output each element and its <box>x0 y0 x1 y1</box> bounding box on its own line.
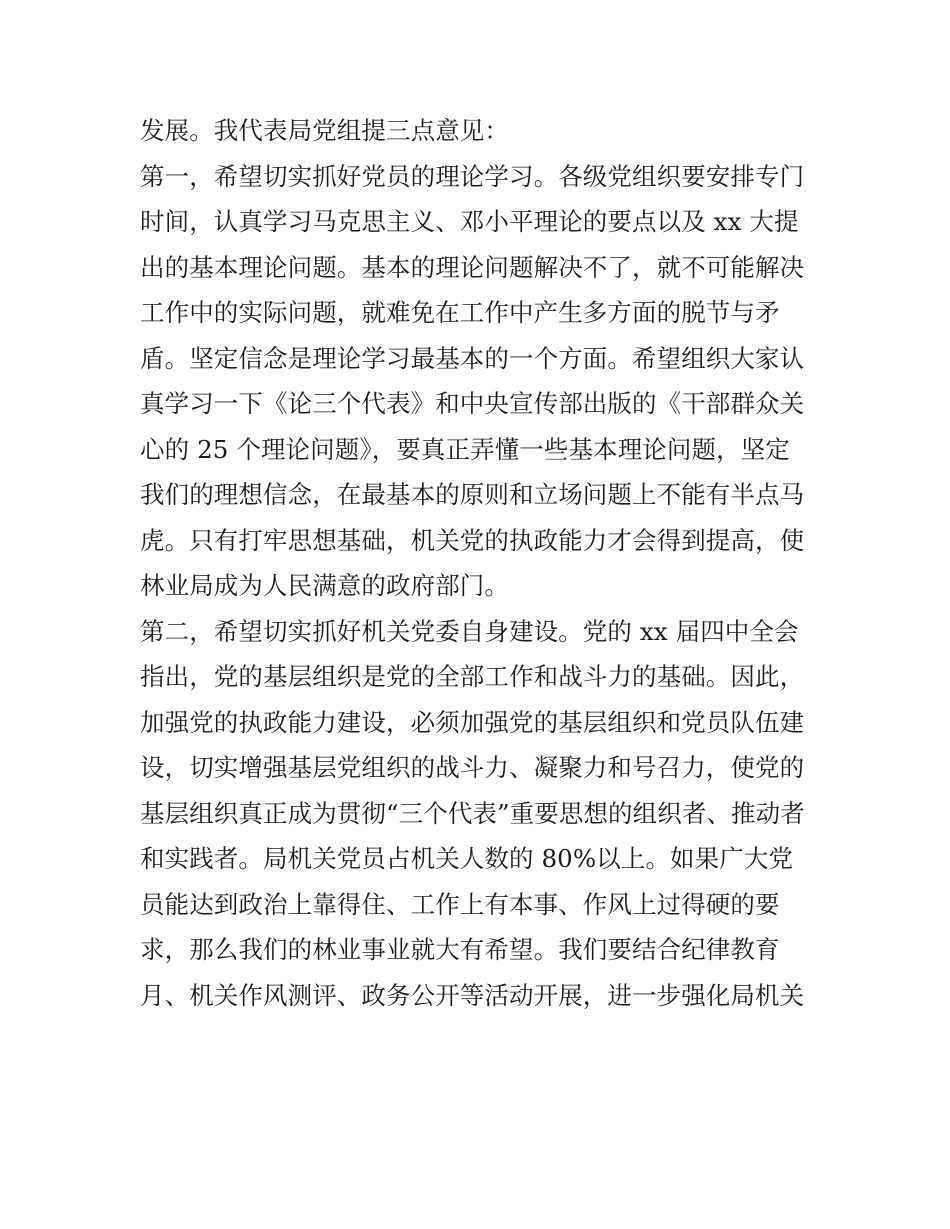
text-line: 发展。我代表局党组提三点意见： <box>140 116 509 145</box>
text-line: 出的基本理论问题。基本的理论问题解决不了，就不可能解决 <box>140 252 805 282</box>
text-line: 盾。坚定信念是理论学习最基本的一个方面。希望组织大家认 <box>140 343 805 373</box>
text-line: 林业局成为人民满意的政府部门。 <box>140 571 509 600</box>
text-line: 员能达到政治上靠得住、工作上有本事、作风上过得硬的要 <box>140 889 780 919</box>
text-line: 和实践者。局机关党员占机关人数的 80%以上。如果广大党 <box>140 844 794 873</box>
text-line: 设，切实增强基层党组织的战斗力、凝聚力和号召力，使党的 <box>140 753 805 782</box>
text-line: 求，那么我们的林业事业就大有希望。我们要结合纪律教育 <box>140 935 780 964</box>
text-line: 指出，党的基层组织是党的全部工作和战斗力的基础。因此， <box>140 662 805 691</box>
text-line: 月、机关作风测评、政务公开等活动开展，进一步强化局机关 <box>140 980 805 1010</box>
text-line: 加强党的执政能力建设，必须加强党的基层组织和党员队伍建 <box>140 707 805 737</box>
document-body <box>140 108 820 1018</box>
text-line: 时间，认真学习马克思主义、邓小平理论的要点以及 xx 大提 <box>140 207 799 236</box>
text-line: 第二，希望切实抓好机关党委自身建设。党的 xx 届四中全会 <box>140 616 799 646</box>
text-line: 真学习一下《论三个代表》和中央宣传部出版的《干部群众关 <box>140 389 805 418</box>
text-line: 第一，希望切实抓好党员的理论学习。各级党组织要安排专门 <box>140 161 805 191</box>
text-line: 基层组织真正成为贯彻“三个代表”重要思想的组织者、推动者 <box>140 798 805 828</box>
text-line: 工作中的实际问题，就难免在工作中产生多方面的脱节与矛 <box>140 298 780 327</box>
text-line: 虎。只有打牢思想基础，机关党的执政能力才会得到提高，使 <box>140 525 805 555</box>
text-line: 心的 25 个理论问题》，要真正弄懂一些基本理论问题，坚定 <box>140 434 790 464</box>
text-line: 我们的理想信念，在最基本的原则和立场问题上不能有半点马 <box>140 480 805 509</box>
